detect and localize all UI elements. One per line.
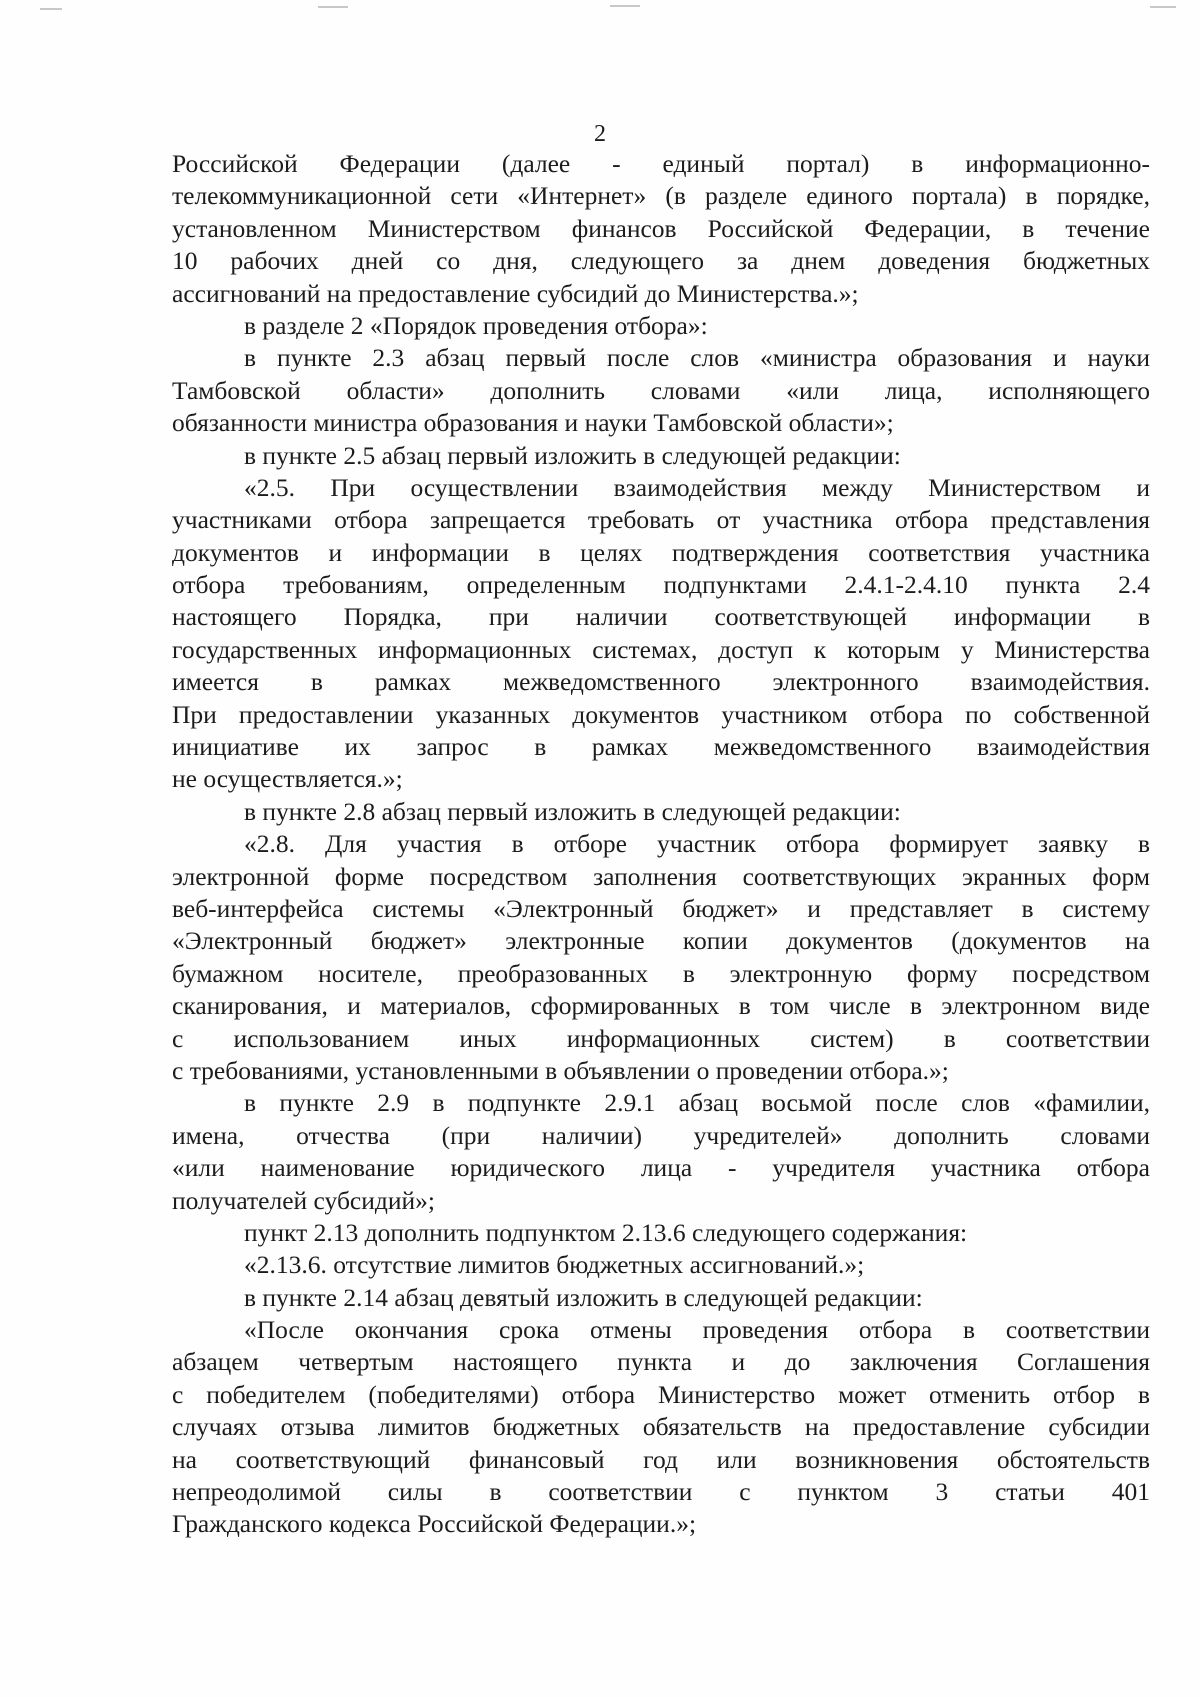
- text-line: в пункте 2.5 абзац первый изложить в следующей редакции:: [244, 440, 901, 470]
- text-line: установленном Министерством финансов Российской Федерации, в течение: [172, 213, 1150, 243]
- text-line: в пункте 2.9 в подпункте 2.9.1 абзац восьмой после слов «фамилии,: [244, 1088, 1150, 1118]
- scan-speck: [40, 8, 62, 10]
- text-line: Гражданского кодекса Российской Федерации.»;: [172, 1509, 697, 1539]
- text-line: «2.8. Для участия в отборе участник отбора формирует заявку в: [244, 829, 1150, 859]
- text-line: в пункте 2.8 абзац первый изложить в следующей редакции:: [244, 796, 901, 826]
- text-line: «Электронный бюджет» электронные копии документов (документов на: [172, 926, 1150, 956]
- text-line: ассигнований на предоставление субсидий до Министерства.»;: [172, 278, 859, 308]
- text-line: бумажном носителе, преобразованных в электронную форму посредством: [172, 958, 1150, 988]
- text-line: настоящего Порядка, при наличии соответствующей информации в: [172, 602, 1150, 632]
- page-number: 2: [594, 121, 606, 147]
- text-line: веб-интерфейса системы «Электронный бюджет» и представляет в систему: [172, 893, 1150, 923]
- text-line: инициативе их запрос в рамках межведомственного взаимодействия: [172, 732, 1150, 762]
- text-line: Российской Федерации (далее - единый портал) в информационно-: [172, 149, 1150, 178]
- text-line: на соответствующий финансовый год или возникновения обстоятельств: [172, 1444, 1150, 1474]
- text-line: «или наименование юридического лица - учредителя участника отбора: [172, 1153, 1150, 1183]
- text-line: обязанности министра образования и науки Тамбовской области»;: [172, 408, 894, 438]
- scan-speck: [1150, 6, 1176, 8]
- text-line: «После окончания срока отмены проведения отбора в соответствии: [244, 1315, 1150, 1345]
- text-line: имена, отчества (при наличии) учредителей» дополнить словами: [172, 1120, 1150, 1150]
- text-line: 10 рабочих дней со дня, следующего за днем доведения бюджетных: [172, 246, 1150, 276]
- text-line: отбора требованиям, определенным подпунктами 2.4.1-2.4.10 пункта 2.4: [172, 570, 1150, 600]
- text-line: «2.5. При осуществлении взаимодействия между Министерством и: [244, 472, 1150, 502]
- scan-speck: [610, 5, 640, 7]
- text-line: имеется в рамках межведомственного электронного взаимодействия.: [172, 667, 1150, 697]
- text-line: в разделе 2 «Порядок проведения отбора»:: [244, 310, 708, 340]
- text-line: случаях отзыва лимитов бюджетных обязательств на предоставление субсидии: [172, 1412, 1150, 1442]
- text-line: в пункте 2.14 абзац девятый изложить в следующей редакции:: [244, 1282, 923, 1312]
- text-line: с победителем (победителями) отбора Министерство может отменить отбор в: [172, 1379, 1150, 1409]
- text-line: участниками отбора запрещается требовать от участника отбора представления: [172, 505, 1150, 535]
- text-line: с требованиями, установленными в объявлении о проведении отбора.»;: [172, 1055, 949, 1085]
- text-line: государственных информационных системах, доступ к которым у Министерства: [172, 634, 1150, 664]
- text-line: электронной форме посредством заполнения соответствующих экранных форм: [172, 861, 1150, 891]
- text-line: непреодолимой силы в соответствии с пунктом 3 статьи 401: [172, 1477, 1150, 1507]
- text-line: «2.13.6. отсутствие лимитов бюджетных ассигнований.»;: [244, 1250, 865, 1280]
- text-line: получателей субсидий»;: [172, 1185, 435, 1215]
- text-line: Тамбовской области» дополнить словами «или лица, исполняющего: [172, 375, 1150, 405]
- text-line: сканирования, и материалов, сформированных в том числе в электронном виде: [172, 991, 1150, 1021]
- scan-speck: [318, 6, 348, 8]
- text-line: пункт 2.13 дополнить подпунктом 2.13.6 следующего содержания:: [244, 1217, 968, 1247]
- document-body: [172, 148, 1150, 1541]
- text-line: не осуществляется.»;: [172, 764, 403, 794]
- text-line: документов и информации в целях подтверждения соответствия участника: [172, 537, 1150, 567]
- text-line: абзацем четвертым настоящего пункта и до заключения Соглашения: [172, 1347, 1150, 1377]
- text-line: телекоммуникационной сети «Интернет» (в разделе единого портала) в порядке,: [172, 181, 1150, 211]
- text-line: При предоставлении указанных документов участником отбора по собственной: [172, 699, 1150, 729]
- text-line: в пункте 2.3 абзац первый после слов «министра образования и науки: [244, 343, 1150, 373]
- text-line: с использованием иных информационных систем) в соответствии: [172, 1023, 1150, 1053]
